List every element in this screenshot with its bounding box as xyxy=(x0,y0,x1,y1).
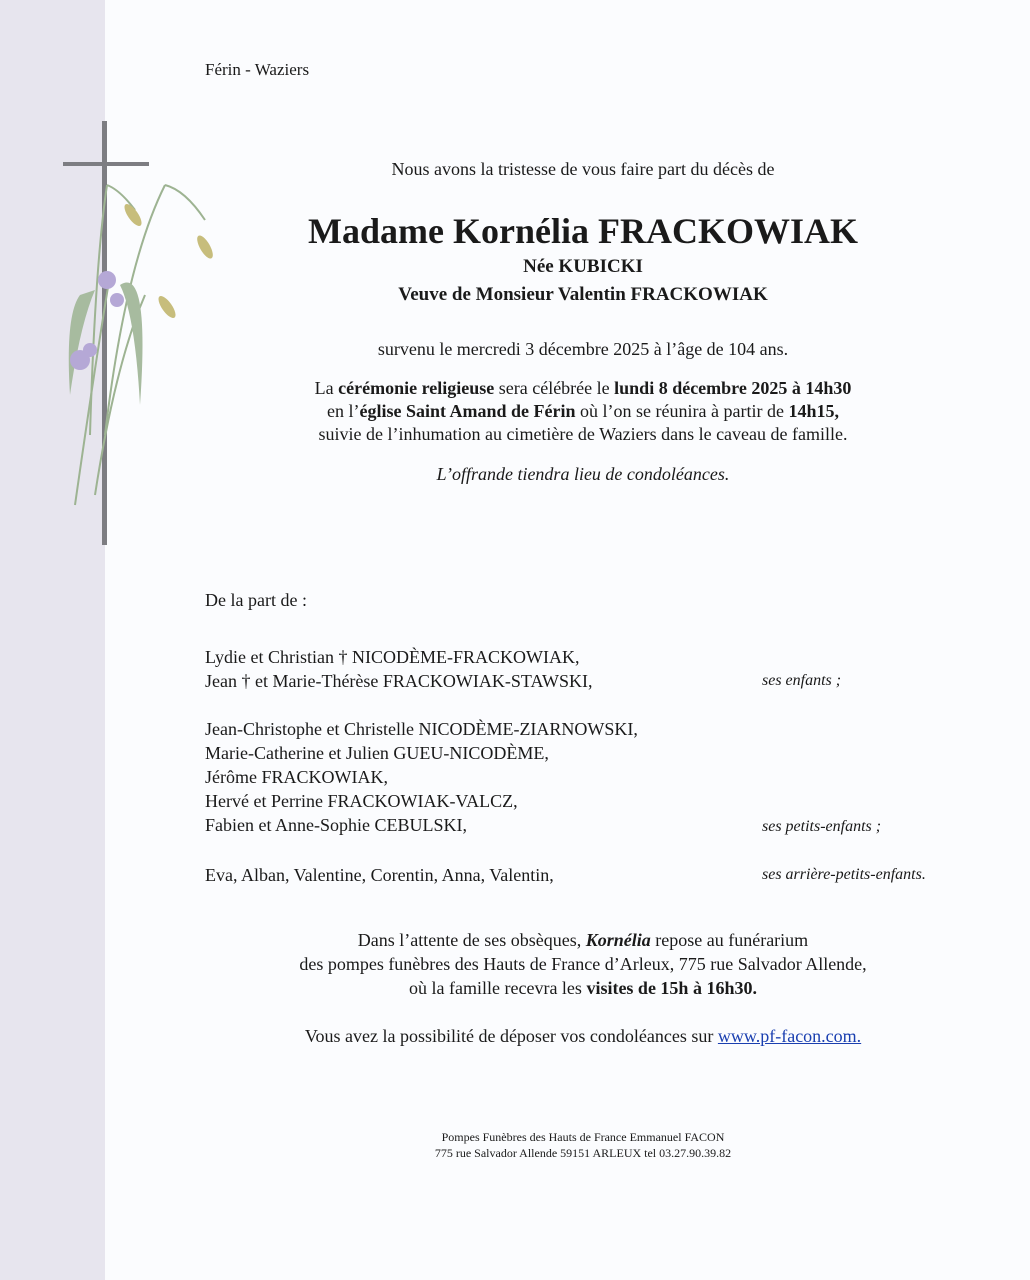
deceased-name: Madame Kornélia FRACKOWIAK xyxy=(308,211,858,251)
location: Férin - Waziers xyxy=(205,60,310,79)
list-item: Jérôme FRACKOWIAK, xyxy=(205,767,388,787)
cross-wheat-illustration xyxy=(55,115,235,555)
viewing-details xyxy=(190,928,976,1000)
children-label: ses enfants ; xyxy=(762,672,842,689)
from-label: De la part de : xyxy=(205,590,307,610)
widow-of: Veuve de Monsieur Valentin FRACKOWIAK xyxy=(398,284,768,305)
condolences-link[interactable]: www.pf-facon.com. xyxy=(717,1026,862,1046)
text: où la famille recevra les xyxy=(409,978,587,998)
list-item: Fabien et Anne-Sophie CEBULSKI, xyxy=(205,815,467,835)
death-date: survenu le mercredi 3 décembre 2025 à l’âge de 104 ans. xyxy=(377,339,789,359)
list-item: Jean † et Marie-Thérèse FRACKOWIAK-STAWSKI, xyxy=(205,671,593,691)
visiting-hours: visites de 15h à 16h30. xyxy=(586,978,757,998)
footer-company: Pompes Funèbres des Hauts de France Emmanuel FACON xyxy=(441,1130,725,1144)
text: repose au funérarium xyxy=(650,930,809,950)
church: église Saint Amand de Férin xyxy=(359,401,576,421)
footer-address: 775 rue Salvador Allende 59151 ARLEUX tel 03.27.90.39.82 xyxy=(434,1146,732,1160)
intro-text: Nous avons la tristesse de vous faire part du décès de xyxy=(391,159,775,179)
gathering-time: 14h15, xyxy=(788,401,839,421)
text: Dans l’attente de ses obsèques, xyxy=(357,930,586,950)
text: en l’ xyxy=(327,401,360,421)
maiden-name: Née KUBICKI xyxy=(523,256,643,277)
text: cérémonie religieuse xyxy=(338,378,495,398)
offering-note: L’offrande tiendra lieu de condoléances. xyxy=(436,464,730,484)
grandchildren-label: ses petits-enfants ; xyxy=(762,818,882,835)
text: Vous avez la possibilité de déposer vos condoléances sur xyxy=(304,1026,718,1046)
text: La xyxy=(314,378,339,398)
text: des pompes funèbres des Hauts de France d’Arleux, 775 rue Salvador Allende, xyxy=(299,954,867,974)
condolences-line xyxy=(190,1026,976,1047)
burial-text: suivie de l’inhumation au cimetière de Waziers dans le caveau de famille. xyxy=(318,424,848,444)
children-list xyxy=(205,645,593,693)
list-item: Lydie et Christian † NICODÈME-FRACKOWIAK, xyxy=(205,647,580,667)
great-grandchildren-list: Eva, Alban, Valentine, Corentin, Anna, Valentin, xyxy=(205,865,554,885)
grandchildren-list xyxy=(205,717,638,837)
great-grandchildren-label: ses arrière-petits-enfants. xyxy=(762,866,926,883)
list-item: Hervé et Perrine FRACKOWIAK-VALCZ, xyxy=(205,791,518,811)
text: où l’on se réunira à partir de xyxy=(575,401,789,421)
ceremony-details xyxy=(190,377,976,446)
list-item: Marie-Catherine et Julien GUEU-NICODÈME, xyxy=(205,743,549,763)
footer xyxy=(190,1129,976,1161)
first-name: Kornélia xyxy=(585,930,651,950)
text: sera célébrée le xyxy=(494,378,615,398)
ceremony-date: lundi 8 décembre 2025 à 14h30 xyxy=(614,378,852,398)
list-item: Jean-Christophe et Christelle NICODÈME-ZIARNOWSKI, xyxy=(205,719,638,739)
